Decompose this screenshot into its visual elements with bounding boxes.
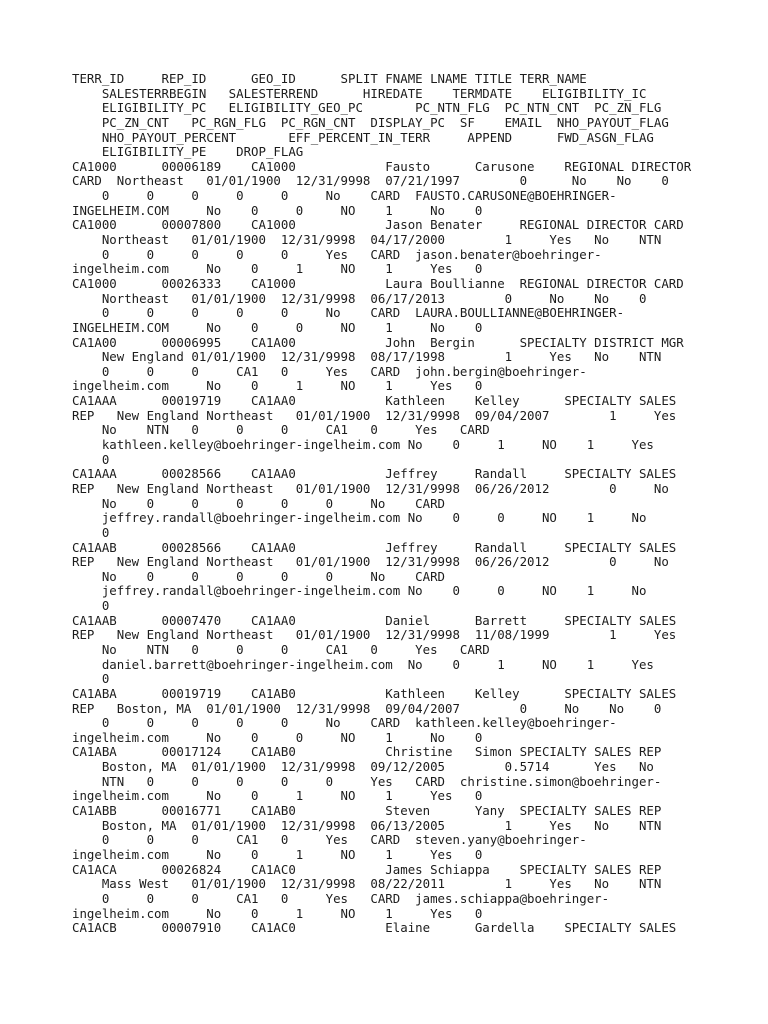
text-line: jeffrey.randall@boehringer-ingelheim.com No 0 0 NO 1 No [72,510,647,526]
text-line: 0 [72,451,110,467]
text-line: CA1ACB 00007910 CA1AC0 Elaine Gardella SPECIALTY SALES [72,920,677,936]
text-line: 0 0 0 0 0 No CARD kathleen.kelley@boehringer- [72,715,617,731]
text-line: 0 0 0 0 0 Yes CARD jason.benater@boehringer- [72,246,602,262]
text-line: 0 0 0 0 0 No CARD FAUSTO.CARUSONE@BOEHRINGER- [72,188,617,204]
text-line: 0 [72,598,110,614]
text-line: ingelheim.com No 0 1 NO 1 Yes 0 [72,261,483,277]
text-line: CA1ABA 00019719 CA1AB0 Kathleen Kelley SPECIALTY SALES [72,685,677,701]
text-line: NHO_PAYOUT_PERCENT EFF_PERCENT_IN_TERR APPEND FWD_ASGN_FLAG [72,129,654,145]
text-line: ELIGIBILITY_PE DROP_FLAG [72,144,304,160]
text-line: No 0 0 0 0 0 No CARD [72,495,445,511]
text-line: No 0 0 0 0 0 No CARD [72,568,445,584]
text-line: 0 0 0 CA1 0 Yes CARD john.bergin@boehringer- [72,363,587,379]
text-line: CA1A00 00006995 CA1A00 John Bergin SPECIALTY DISTRICT MGR [72,334,684,350]
text-line: REP New England Northeast 01/01/1900 12/31/9998 06/26/2012 0 No [72,480,669,496]
text-line: 0 [72,671,110,687]
text-line: 0 0 0 0 0 No CARD LAURA.BOULLIANNE@BOEHRINGER- [72,305,625,321]
text-line: CA1AAB 00007470 CA1AA0 Daniel Barrett SPECIALTY SALES [72,612,677,628]
text-line: ELIGIBILITY_PC ELIGIBILITY_GEO_PC PC_NTN_FLG PC_NTN_CNT PC_ZN_FLG [72,100,662,116]
text-line: CA1000 00006189 CA1000 Fausto Carusone REGIONAL DIRECTOR [72,158,692,174]
text-line: SALESTERRBEGIN SALESTERREND HIREDATE TERMDATE ELIGIBILITY_IC [72,85,647,101]
text-line: CA1ABA 00017124 CA1AB0 Christine Simon SPECIALTY SALES REP [72,744,662,760]
text-line: REP New England Northeast 01/01/1900 12/31/9998 09/04/2007 1 Yes [72,407,677,423]
text-line: 0 0 0 CA1 0 Yes CARD steven.yany@boehringer- [72,832,587,848]
text-line: Boston, MA 01/01/1900 12/31/9998 09/12/2005 0.5714 Yes No [72,759,654,775]
text-line: 0 0 0 CA1 0 Yes CARD james.schiappa@boehringer- [72,890,610,906]
text-line: daniel.barrett@boehringer-ingelheim.com No 0 1 NO 1 Yes [72,656,654,672]
text-line: Northeast 01/01/1900 12/31/9998 06/17/2013 0 No No 0 [72,290,647,306]
text-line: No NTN 0 0 0 CA1 0 Yes CARD [72,422,490,438]
text-line: CA1000 00007800 CA1000 Jason Benater REGIONAL DIRECTOR CARD [72,217,684,233]
text-line: ingelheim.com No 0 0 NO 1 No 0 [72,729,483,745]
text-line: REP New England Northeast 01/01/1900 12/31/9998 06/26/2012 0 No [72,554,669,570]
text-line: REP New England Northeast 01/01/1900 12/31/9998 11/08/1999 1 Yes [72,627,677,643]
text-line: REP Boston, MA 01/01/1900 12/31/9998 09/04/2007 0 No No 0 [72,700,662,716]
record-listing [72,72,732,936]
text-line: CA1ABB 00016771 CA1AB0 Steven Yany SPECIALTY SALES REP [72,803,662,819]
text-line: CA1AAA 00028566 CA1AA0 Jeffrey Randall SPECIALTY SALES [72,466,677,482]
text-line: CA1AAA 00019719 CA1AA0 Kathleen Kelley SPECIALTY SALES [72,393,677,409]
text-line: INGELHEIM.COM No 0 0 NO 1 No 0 [72,202,483,218]
text-line: CA1000 00026333 CA1000 Laura Boullianne REGIONAL DIRECTOR CARD [72,275,684,291]
text-line: NTN 0 0 0 0 0 Yes CARD christine.simon@boehringer- [72,773,662,789]
text-line: Northeast 01/01/1900 12/31/9998 04/17/2000 1 Yes No NTN [72,232,662,248]
text-line: Boston, MA 01/01/1900 12/31/9998 06/13/2005 1 Yes No NTN [72,817,662,833]
text-line: INGELHEIM.COM No 0 0 NO 1 No 0 [72,319,483,335]
text-line: CARD Northeast 01/01/1900 12/31/9998 07/21/1997 0 No No 0 [72,173,669,189]
text-line: CA1AAB 00028566 CA1AA0 Jeffrey Randall SPECIALTY SALES [72,539,677,555]
text-line: PC_ZN_CNT PC_RGN_FLG PC_RGN_CNT DISPLAY_PC SF EMAIL NHO_PAYOUT_FLAG [72,114,669,130]
text-line: jeffrey.randall@boehringer-ingelheim.com No 0 0 NO 1 No [72,583,647,599]
text-line: 0 [72,524,110,540]
text-line: ingelheim.com No 0 1 NO 1 Yes 0 [72,905,483,921]
text-line: New England 01/01/1900 12/31/9998 08/17/1998 1 Yes No NTN [72,349,662,365]
text-line: ingelheim.com No 0 1 NO 1 Yes 0 [72,846,483,862]
text-line: ingelheim.com No 0 1 NO 1 Yes 0 [72,788,483,804]
text-line: TERR_ID REP_ID GEO_ID SPLIT FNAME LNAME TITLE TERR_NAME [72,71,587,86]
text-line: ingelheim.com No 0 1 NO 1 Yes 0 [72,378,483,394]
text-line: CA1ACA 00026824 CA1AC0 James Schiappa SPECIALTY SALES REP [72,861,662,877]
text-line: kathleen.kelley@boehringer-ingelheim.com No 0 1 NO 1 Yes [72,437,654,453]
text-line: Mass West 01/01/1900 12/31/9998 08/22/2011 1 Yes No NTN [72,876,662,892]
text-line: No NTN 0 0 0 CA1 0 Yes CARD [72,641,490,657]
